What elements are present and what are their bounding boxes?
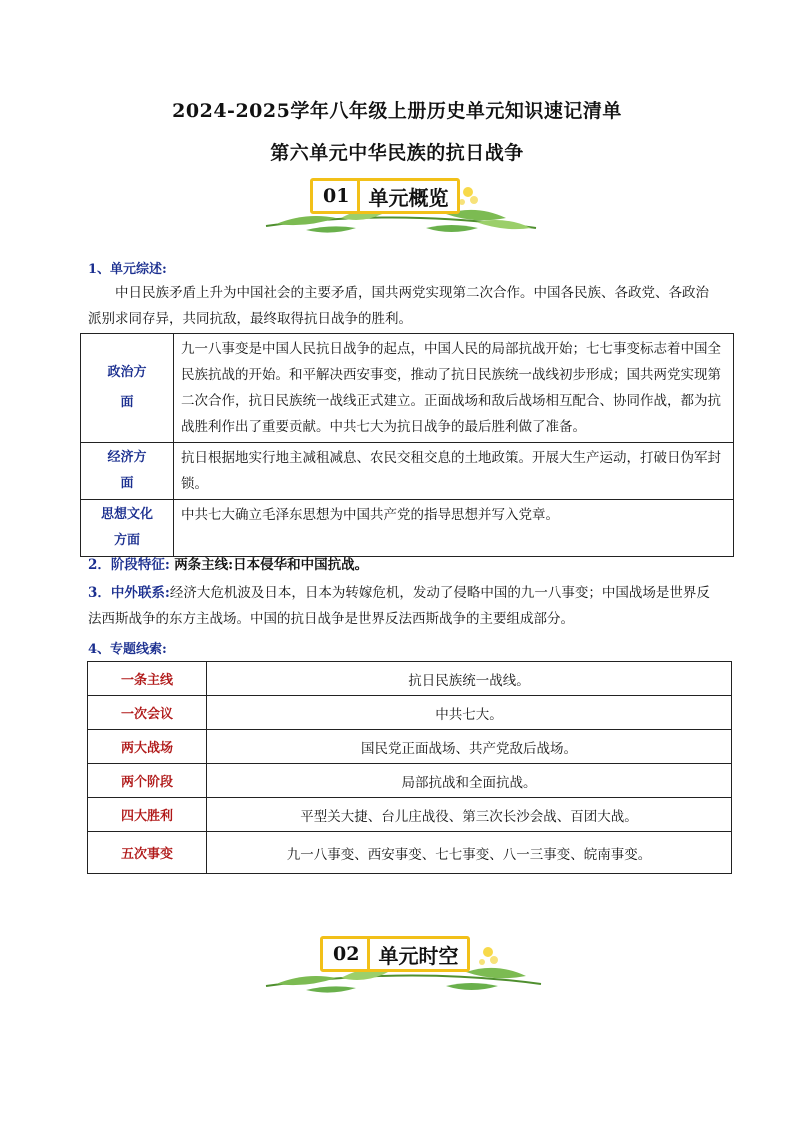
row-content: 中共七大确立毛泽东思想为中国共产党的指导思想并写入党章。: [174, 500, 734, 557]
banner-number: 02: [323, 939, 370, 969]
row-header: 政治方面: [81, 334, 174, 443]
banner-label: 单元概览: [368, 185, 449, 210]
section-banner-overview: [246, 178, 546, 248]
summary-paragraph: 中日民族矛盾上升为中国社会的主要矛盾，国共两党实现第二次合作。中国各民族、各政党、各政治派别求同存异，共同抗敌，最终取得抗日战争的胜利。: [88, 285, 709, 327]
section-heading-links: 3．中外联系:: [88, 585, 170, 601]
section-heading-summary: 1、单元综述:: [88, 262, 167, 277]
table-row: [81, 443, 734, 500]
foreign-links: 3．中外联系:经济大危机波及日本，日本为转嫁危机，发动了侵略中国的九一八事变；中国战场是世界反法西斯战争的东方主战场。中国的抗日战争是世界反法西斯战争的主要组成部分。: [88, 585, 710, 627]
document-subtitle: 第六单元中华民族的抗日战争: [270, 142, 524, 164]
row-header: 经济方面: [81, 443, 174, 500]
banner-label: 单元时空: [378, 943, 459, 968]
banner-number: 01: [313, 181, 360, 211]
table-row: 五次事变 九一八事变、西安事变、七七事变、八一三事变、皖南事变。: [88, 832, 732, 874]
row-content: 抗日根据地实行地主减租减息、农民交租交息的土地政策。开展大生产运动，打破日伪军封锁。: [174, 443, 734, 500]
table-row: 两个阶段 局部抗战和全面抗战。: [88, 764, 732, 798]
overview-table: [80, 333, 734, 557]
document-title: 2024-2025学年八年级上册历史单元知识速记清单: [172, 100, 622, 122]
stage-features: 2．阶段特征: 两条主线:日本侵华和中国抗战。: [88, 557, 369, 573]
section-heading-topics: 4、专题线索:: [88, 642, 167, 657]
table-row: 两大战场 国民党正面战场、共产党敌后战场。: [88, 730, 732, 764]
table-row: 一条主线 抗日民族统一战线。: [88, 662, 732, 696]
topic-table: [87, 661, 732, 874]
table-row: 一次会议 中共七大。: [88, 696, 732, 730]
table-row: [81, 334, 734, 443]
table-row: [81, 500, 734, 557]
section-heading-stage: 2．阶段特征:: [88, 557, 170, 573]
section-banner-timeline: [256, 936, 556, 1006]
row-header: 思想文化方面: [81, 500, 174, 557]
table-row: 四大胜利 平型关大捷、台儿庄战役、第三次长沙会战、百团大战。: [88, 798, 732, 832]
row-content: 九一八事变是中国人民抗日战争的起点，中国人民的局部抗战开始；七七事变标志着中国全民族抗战的开始。和平解决西安事变，推动了抗日民族统一战线初步形成；国共两党实现第二次合作，抗日民族统一战线正式建立。正面战场和敌后战场相互配合、协同作战，都为抗战胜利作出了重要贡献。中共七大为抗日战争的最后胜利做了准备。: [174, 334, 734, 443]
